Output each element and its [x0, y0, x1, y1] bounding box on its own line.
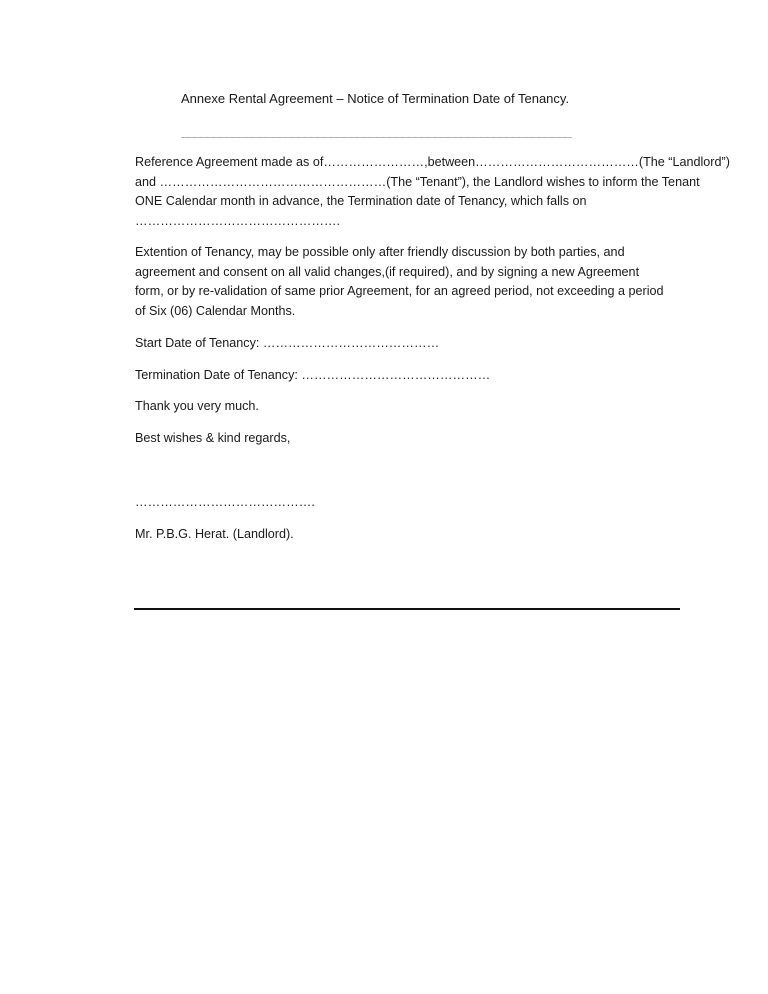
extension-paragraph — [135, 243, 680, 321]
signature-line: ……………………………………. — [135, 495, 315, 509]
paragraph-line: agreement and consent on all valid changes,(if required), and by signing a new Agreement — [135, 264, 640, 279]
thanks-line: Thank you very much. — [135, 399, 259, 413]
paragraph-line: Extention of Tenancy, may be possible only after friendly discussion by both parties, and — [135, 245, 625, 259]
paragraph-line: ONE Calendar month in advance, the Termination date of Tenancy, which falls on — [135, 194, 587, 208]
paragraph-line: of Six (06) Calendar Months. — [135, 303, 296, 318]
paragraph-line: …………………………………………. — [135, 213, 340, 228]
signer-name: Mr. P.B.G. Herat. (Landlord). — [135, 527, 294, 541]
paragraph-line: form, or by re-validation of same prior Agreement, for an agreed period, not exceeding a period — [135, 284, 664, 298]
document-title: Annexe Rental Agreement – Notice of Termination Date of Tenancy. — [181, 91, 570, 106]
paragraph-line: Reference Agreement made as of……………………,between…………………………………(The “Landlord”) — [135, 155, 730, 169]
termination-date-line: Termination Date of Tenancy: ……………………………………… — [135, 368, 491, 382]
start-date-line: Start Date of Tenancy: …………………………………… — [135, 336, 440, 350]
title-underline: ____________________________________________________________ — [181, 125, 572, 138]
reference-paragraph — [135, 153, 730, 231]
paragraph-line: and ………………………………………………(The “Tenant”), the Landlord wishes to inform the Tenant — [135, 174, 700, 189]
footer-divider — [134, 608, 680, 610]
regards-line: Best wishes & kind regards, — [135, 431, 291, 445]
